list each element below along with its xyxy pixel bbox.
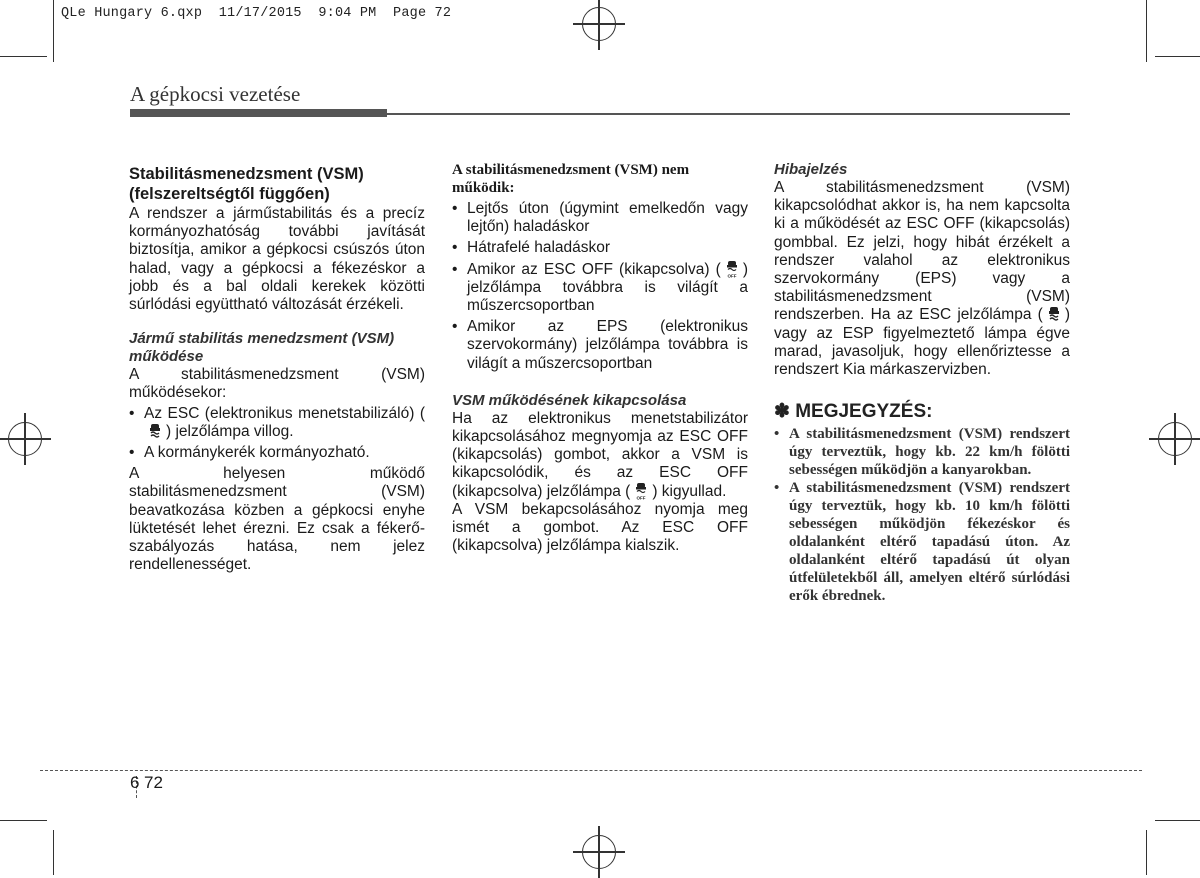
list-item: • Amikor az ESC OFF (kikapcsolva) ( OFF ) jelzőlámpa továbbra is világít a műszercsoportban [452, 261, 748, 316]
column-left [129, 158, 425, 574]
svg-text:OFF: OFF [636, 495, 646, 501]
vsm-intro: A rendszer a járműstabilitás és a precíz kormányozhatóság további javítását biztosítja, amikor a gépkocsi csúszós úton halad, vagy a gépkocsi a fékezéskor a jobb és a bal oldali kerekek közötti súrlódási együttható változását érzékeli. [129, 205, 425, 314]
page-number: 72 [144, 773, 163, 792]
chapter-number: 6 [130, 773, 140, 792]
crop-mark [1155, 56, 1200, 57]
registration-mark-icon [8, 422, 42, 456]
crop-mark [0, 56, 47, 57]
registration-mark-icon [582, 835, 616, 869]
list-item: • Az ESC (elektronikus menetstabilizáló) ( ) jelzőlámpa villog. [129, 405, 425, 441]
malfunction-heading: Hibajelzés [774, 161, 848, 178]
vsm-operation-heading: Jármű stabilitás menedzsment (VSM) működése [129, 330, 395, 366]
list-item: • Hátrafelé haladáskor [452, 239, 748, 257]
vsm-operation-intro: A stabilitásmenedzsment (VSM) működésekor: [129, 366, 425, 402]
list-item: • A kormánykerék kormányozható. [129, 444, 425, 462]
registration-mark-icon [1158, 422, 1192, 456]
crop-mark [1146, 830, 1147, 875]
list-item: • Lejtős úton (úgymint emelkedőn vagy lejtőn) haladáskor [452, 200, 748, 236]
crop-mark [0, 820, 47, 821]
note-list [774, 425, 1070, 605]
print-file-header: QLe Hungary 6.qxp 11/17/2015 9:04 PM Page 72 [61, 6, 452, 21]
esc-skid-car-icon [1047, 306, 1061, 322]
vsm-enable-paragraph: A VSM bekapcsolásához nyomja meg ismét a gombot. Az ESC OFF (kikapcsolva) jelzőlámpa kialszik. [452, 500, 748, 555]
list-item: • A stabilitásmenedzsment (VSM) rendszert úgy terveztük, hogy kb. 22 km/h fölötti sebességen működjön a kanyarokban. [774, 425, 1070, 479]
esc-skid-car-icon [148, 423, 162, 439]
section-title: A gépkocsi vezetése [130, 82, 301, 106]
crop-mark [53, 0, 54, 62]
crop-mark [1155, 820, 1200, 821]
vsm-operation-list [129, 405, 425, 463]
list-item: • Amikor az EPS (elektronikus szervokormány) jelzőlámpa továbbra is világít a műszercsoportban [452, 318, 748, 373]
column-right [774, 158, 1070, 605]
vsm-disable-paragraph: Ha az elektronikus menetstabilizátor kikapcsolásához megnyomja az ESC OFF (kikapcsolás) gombot, akkor a VSM is kikapcsolódik, és az ESC OFF (kikapcsolva) jelzőlámpa ( OFF ) kigyullad. [452, 409, 748, 501]
svg-text:OFF: OFF [727, 273, 737, 279]
vsm-not-working-list [452, 200, 748, 373]
note-title: ✽ MEGJEGYZÉS: [774, 401, 933, 423]
crop-mark [53, 830, 54, 875]
registration-mark-icon [582, 7, 616, 41]
vsm-closing-paragraph: A helyesen működő stabilitásmenedzsment (VSM) beavatkozása közben a gépkocsi enyhe lüktetését lehet érezni. Ez csak a fékerő-szabályozás hatása, nem jelez rendellenességet. [129, 465, 425, 574]
vsm-heading: Stabilitásmenedzsment (VSM) (felszereltségtől függően) [129, 165, 364, 203]
list-item: • A stabilitásmenedzsment (VSM) rendszert úgy terveztük, hogy kb. 10 km/h fölötti sebességen működjön fékezéskor és oldalanként eltérő tapadású úton. Az oldalanként eltérő tapadású út olyan útfelületekből áll, amelyen eltérő súrlódási erők ébrednek. [774, 479, 1070, 605]
crop-mark [1146, 0, 1147, 62]
esc-off-icon [725, 261, 739, 277]
vsm-not-working-heading: A stabilitásmenedzsment (VSM) nem működik: [452, 162, 690, 196]
esc-off-icon [634, 483, 648, 499]
column-middle [452, 158, 748, 555]
title-rule-thin [387, 113, 1070, 115]
malfunction-paragraph: A stabilitásmenedzsment (VSM) kikapcsolódhat akkor is, ha nem kapcsolta ki a működését az ESC OFF (kikapcsolás) gombbal. Ez jelzi, hogy hibát érzékelt a rendszer valahol az elektronikus szervokormány (EPS) vagy a stabilitásmenedzsment (VSM) rendszerben. Ha az ESC jelzőlámpa ( ) vagy az ESP figyelmeztető lámpa égve marad, javasoljuk, hogy ellenőriztesse a rendszert Kia márkaszervizben. [774, 179, 1070, 379]
vsm-disable-heading: VSM működésének kikapcsolása [452, 391, 687, 409]
title-rule-thick [130, 109, 387, 117]
footer-divider [40, 770, 1142, 771]
